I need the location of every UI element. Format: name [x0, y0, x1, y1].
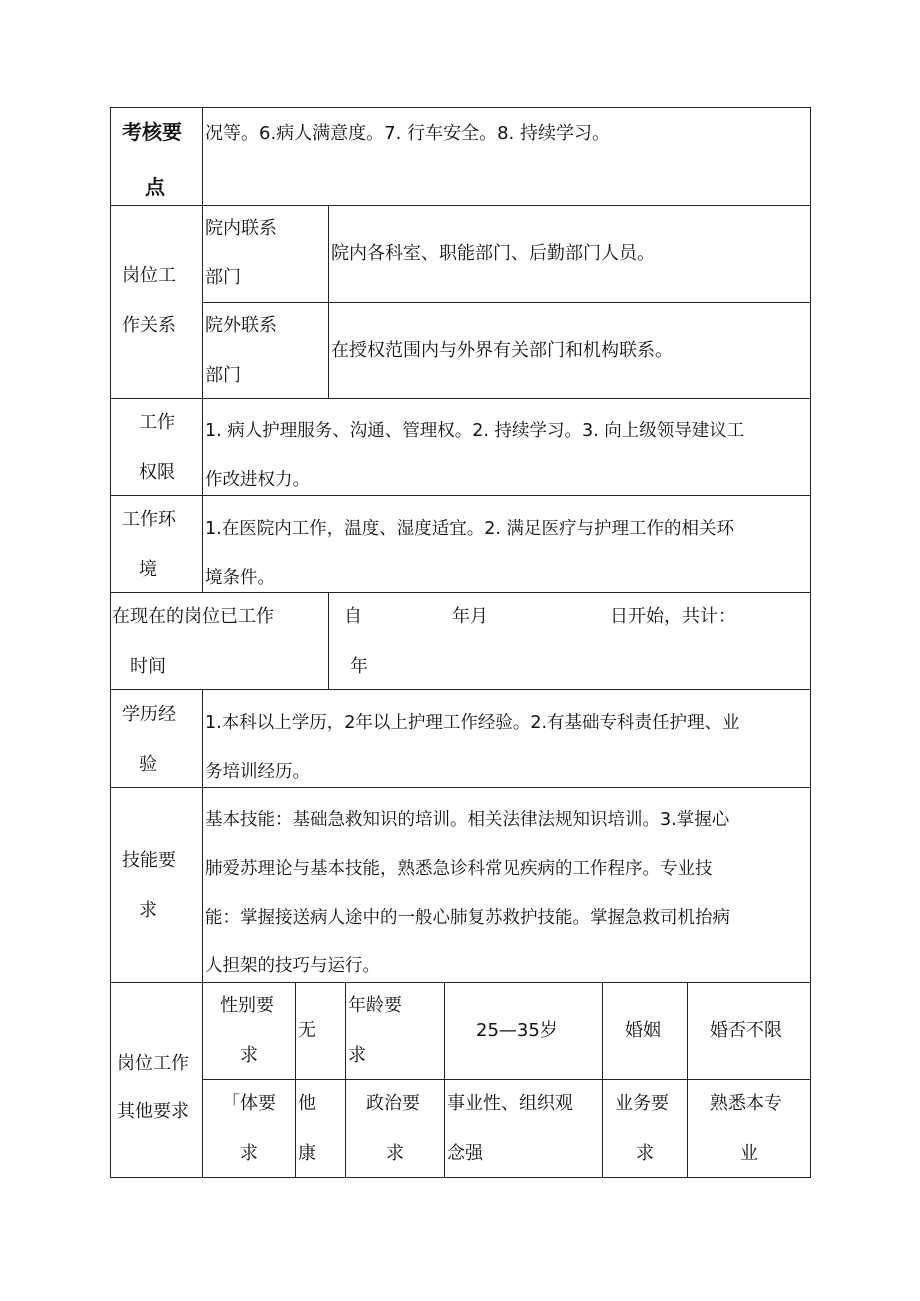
age-label-line2: 求	[348, 1045, 366, 1066]
relations-external-label-line2: 部门	[205, 365, 241, 386]
business-label-line2: 求	[636, 1143, 654, 1164]
skills-label-cell	[110, 787, 203, 983]
gender-label-line1: 性别要	[220, 995, 274, 1016]
authority-content-line2: 作改进权力。	[205, 470, 310, 490]
business-value-line2: 业	[740, 1143, 758, 1164]
relations-internal-label-line2: 部门	[205, 267, 241, 288]
relations-label-cell	[110, 205, 203, 399]
tenure-label-line1: 在现在的岗位已工作	[112, 606, 274, 627]
body-label-line1: 「体要	[222, 1093, 276, 1114]
environment-label-line2: 境	[139, 559, 157, 580]
skills-content-line: 能：掌握接送病人途中的一般心肺复苏救护技能。掌握急救司机抬病	[205, 908, 730, 928]
relations-label-line2: 作关系	[122, 315, 176, 336]
authority-content-line1: 1. 病人护理服务、沟通、管理权。2. 持续学习。3. 向上级领导建议工	[205, 421, 745, 441]
politics-label-line2: 求	[386, 1143, 404, 1164]
relations-label-line1: 岗位工	[122, 265, 176, 286]
tenure-from: 自	[344, 606, 362, 627]
authority-label-line1: 工作	[139, 412, 175, 433]
skills-label-line2: 求	[139, 900, 157, 921]
age-label-line1: 年龄要	[348, 995, 402, 1016]
body-value-line1: 他	[298, 1093, 316, 1114]
tenure-content-cell	[328, 592, 811, 690]
environment-content-line2: 境条件。	[205, 568, 275, 588]
politics-value-line1: 事业性、组织观	[447, 1093, 573, 1114]
environment-content-cell	[202, 495, 811, 593]
age-value: 25—35岁	[476, 1020, 558, 1041]
tenure-day-start-total: 日开始，共计：	[610, 606, 736, 627]
skills-content-line: 肺爱苏理论与基本技能，熟悉急诊科常见疾病的工作程序。专业技	[205, 859, 713, 879]
business-label-line1: 业务要	[615, 1093, 669, 1114]
assessment-content-cell	[202, 107, 811, 206]
tenure-year: 年	[350, 656, 368, 677]
skills-label-line1: 技能要	[122, 850, 176, 871]
environment-label-line1: 工作环	[122, 509, 176, 530]
education-content-line1: 1.本科以上学历，2年以上护理工作经验。2.有基础专科责任护理、业	[205, 713, 740, 733]
education-label-line2: 验	[139, 754, 157, 775]
tenure-year-month: 年月	[452, 606, 488, 627]
assessment-content: 况等。6.病人满意度。7. 行车安全。8. 持续学习。	[205, 123, 610, 144]
education-label-line1: 学历经	[122, 704, 176, 725]
marriage-label: 婚姻	[625, 1020, 661, 1041]
other-label-cell	[110, 982, 203, 1178]
business-value-line1: 熟悉本专	[710, 1093, 782, 1114]
assessment-label-line2: 点	[145, 175, 165, 199]
assessment-label-line1: 考核要	[122, 120, 182, 144]
skills-content-line: 基本技能：基础急救知识的培训。相关法律法规知识培训。3.掌握心	[205, 810, 730, 830]
environment-content-line1: 1.在医院内工作，温度、湿度适宜。2. 满足医疗与护理工作的相关环	[205, 519, 734, 539]
gender-label-line2: 求	[240, 1045, 258, 1066]
relations-external-label-line1: 院外联系	[205, 315, 277, 336]
politics-label-line1: 政治要	[366, 1093, 420, 1114]
politics-value-line2: 念强	[447, 1143, 483, 1164]
body-value-line2: 康	[298, 1143, 316, 1164]
relations-internal-label-line1: 院内联系	[205, 218, 277, 239]
other-label-line1: 岗位工作	[117, 1053, 189, 1074]
gender-value: 无	[298, 1020, 316, 1041]
body-label-line2: 求	[240, 1143, 258, 1164]
skills-content-line: 人担架的技巧与运行。	[205, 956, 380, 976]
relations-external-content: 在授权范围内与外界有关部门和机构联系。	[331, 340, 673, 361]
marriage-value: 婚否不限	[710, 1020, 782, 1041]
education-content-line2: 务培训经历。	[205, 762, 310, 782]
relations-internal-content: 院内各科室、职能部门、后勤部门人员。	[331, 243, 655, 264]
other-label-line2: 其他要求	[117, 1101, 189, 1122]
tenure-label-line2: 时间	[130, 656, 166, 677]
authority-label-line2: 权限	[139, 462, 175, 483]
